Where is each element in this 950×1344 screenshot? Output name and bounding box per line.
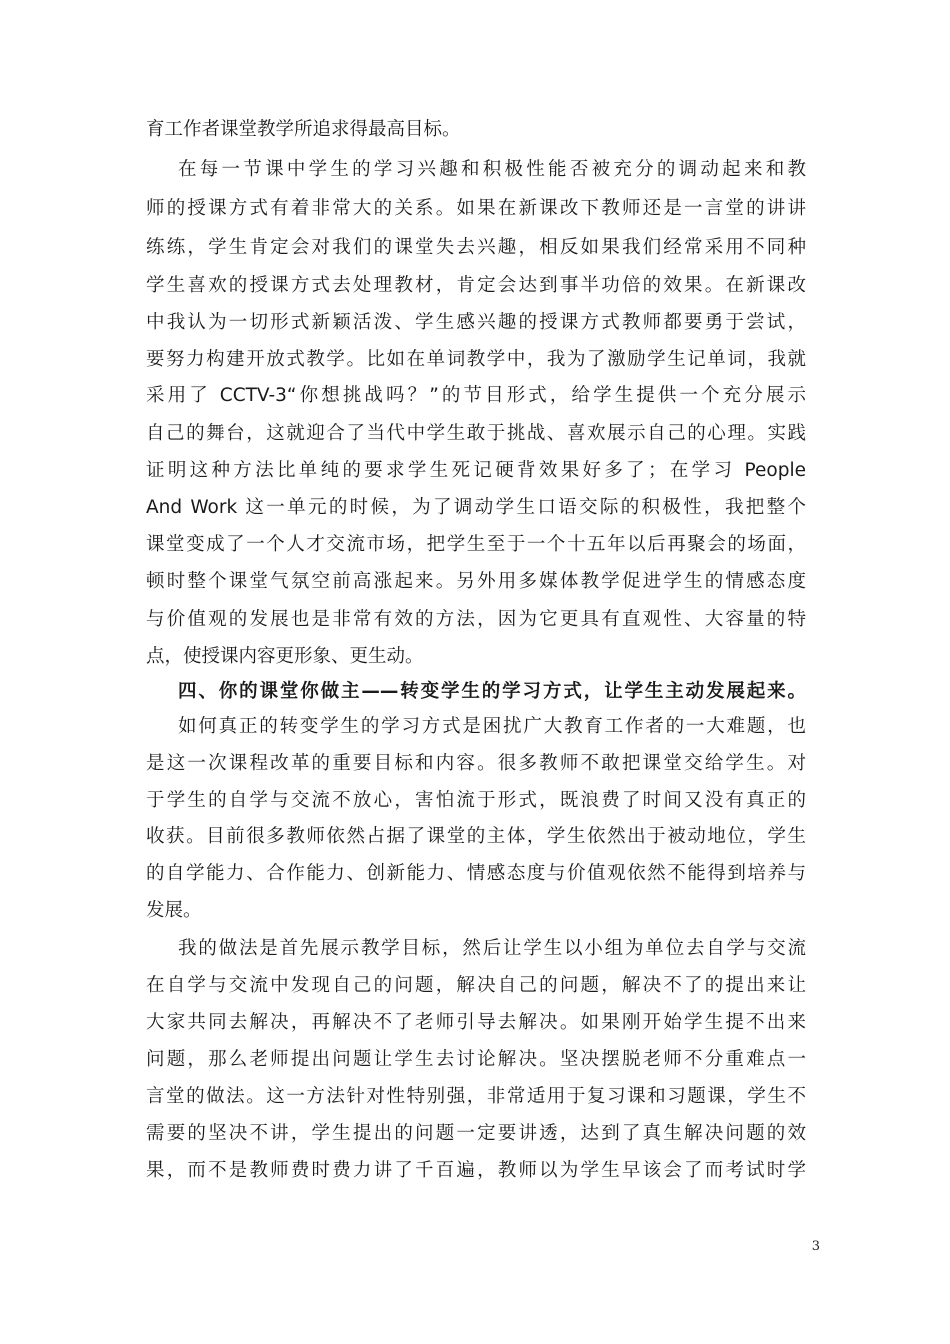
- text-line: 需要的坚决不讲，学生提出的问题一定要讲透，达到了真生解决问题的效: [146, 1123, 806, 1144]
- text-line: 点，使授课内容更形象、更生动。: [146, 646, 424, 667]
- text-line: 的自学能力、合作能力、创新能力、情感态度与价值观依然不能得到培养与: [146, 863, 806, 884]
- text-line: 果，而不是教师费时费力讲了千百遍，教师以为学生早该会了而考试时学: [146, 1160, 806, 1181]
- text-line: 证明这种方法比单纯的要求学生死记硬背效果好多了；在学习 People: [146, 460, 806, 481]
- text-line: 要努力构建开放式教学。比如在单词教学中，我为了激励学生记单词，我就: [146, 349, 806, 370]
- text-line: 采用了 CCTV-3“你想挑战吗？”的节目形式，给学生提供一个充分展示: [146, 385, 806, 406]
- text-line: 是这一次课程改革的重要目标和内容。很多教师不敢把课堂交给学生。对: [146, 753, 806, 774]
- text-line: 与价值观的发展也是非常有效的方法，因为它更具有直观性、大容量的特: [146, 609, 806, 630]
- text-line: 顿时整个课堂气氛空前高涨起来。另外用多媒体教学促进学生的情感态度: [146, 571, 806, 592]
- page-number: 3: [811, 1239, 820, 1254]
- text-line: 言堂的做法。这一方法针对性特别强，非常适用于复习课和习题课，学生不: [146, 1086, 806, 1107]
- text-line: 师的授课方式有着非常大的关系。如果在新课改下教师还是一言堂的讲讲: [146, 198, 806, 219]
- paragraph-first-line: 我的做法是首先展示教学目标，然后让学生以小组为单位去自学与交流: [178, 938, 806, 959]
- text-line: 练练，学生肯定会对我们的课堂失去兴趣，相反如果我们经常采用不同种: [146, 237, 806, 258]
- paragraph-first-line: 如何真正的转变学生的学习方式是困扰广大教育工作者的一大难题，也: [178, 716, 806, 737]
- text-line: 自己的舞台，这就迎合了当代中学生敢于挑战、喜欢展示自己的心理。实践: [146, 423, 806, 444]
- text-line: 在自学与交流中发现自己的问题，解决自己的问题，解决不了的提出来让: [146, 975, 806, 996]
- text-line: 大家共同去解决，再解决不了老师引导去解决。如果刚开始学生提不出来: [146, 1012, 806, 1033]
- text-line: 学生喜欢的授课方式去处理教材，肯定会达到事半功倍的效果。在新课改: [146, 275, 806, 296]
- text-line: 发展。: [146, 900, 202, 921]
- text-line: And Work 这一单元的时候，为了调动学生口语交际的积极性，我把整个: [146, 497, 806, 518]
- paragraph-first-line: 在每一节课中学生的学习兴趣和积极性能否被充分的调动起来和教: [178, 159, 806, 180]
- text-line: 中我认为一切形式新颖活泼、学生感兴趣的授课方式教师都要勇于尝试，: [146, 312, 806, 333]
- text-line: 收获。目前很多教师依然占据了课堂的主体，学生依然出于被动地位，学生: [146, 826, 806, 847]
- text-line: 于学生的自学与交流不放心，害怕流于形式，既浪费了时间又没有真正的: [146, 790, 806, 811]
- text-line: 课堂变成了一个人才交流市场，把学生至于一个十五年以后再聚会的场面，: [146, 534, 806, 555]
- text-line: 问题，那么老师提出问题让学生去讨论解决。坚决摆脱老师不分重难点一: [146, 1049, 806, 1070]
- text-line: 育工作者课堂教学所追求得最高目标。: [146, 119, 461, 140]
- section-heading: 四、你的课堂你做主——转变学生的学习方式，让学生主动发展起来。: [178, 681, 806, 702]
